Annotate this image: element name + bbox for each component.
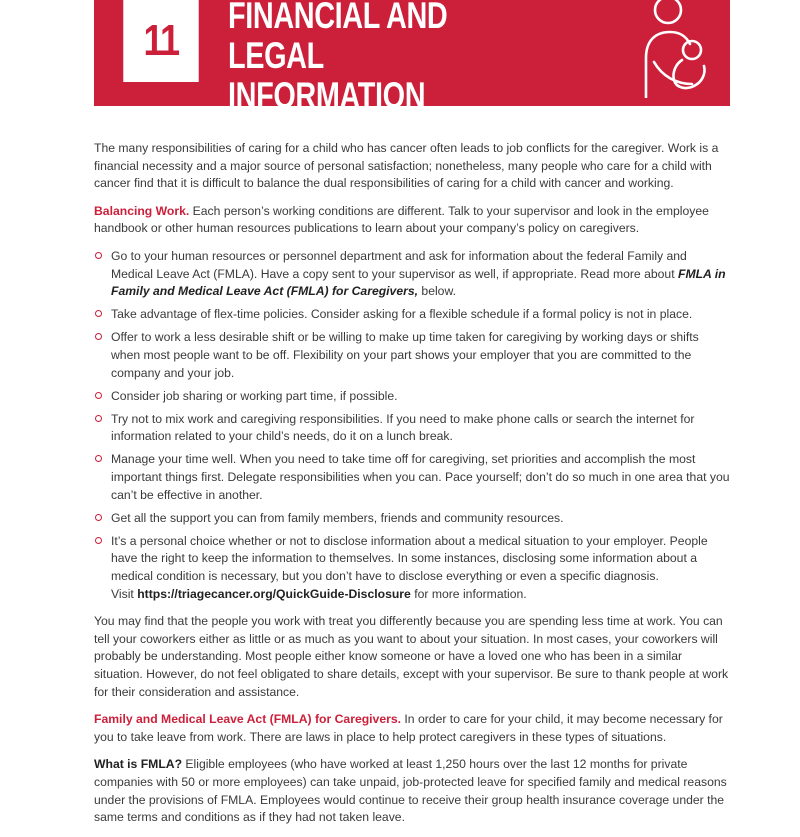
- what-is-fmla-text: Eligible employees (who have worked at least 1,250 hours over the last 12 months for private companies with 50 or more employees) can take unpaid, job-protected leave for specified family and medical reasons under the provisions of FMLA. Employees would continue to receive their group health insurance coverage under the same terms and conditions as if they had not taken leave.: [94, 757, 727, 825]
- article-body: [94, 140, 730, 837]
- list-item: Go to your human resources or personnel department and ask for information about the federal Family and Medical Leave Act (FMLA). Have a copy sent to your supervisor as well, if appropriate. Read more about FMLA in Family and Medical Leave Act (FMLA) for Caregivers, below.: [94, 248, 730, 301]
- what-is-fmla-heading: What is FMLA?: [94, 757, 183, 772]
- list-item: Offer to work a less desirable shift or be willing to make up time taken for caregiving by working days or shifts when most people want to be off. Flexibility on your part shows your employer that you are committed to the company and your job.: [94, 329, 730, 382]
- list-item: Manage your time well. When you need to take time off for caregiving, set priorities and accomplish the most important things first. Delegate responsibilities when you can. Pace yourself; don’t do so much in one area that you can’t be effective in another.: [94, 451, 730, 504]
- fmla-heading: Family and Medical Leave Act (FMLA) for Caregivers.: [94, 712, 402, 727]
- coworkers-paragraph: You may find that the people you work with treat you differently because you are spending less time at work. You can tell your coworkers either as little or as much as you want to about your situation. In most cases, your coworkers will probably be understanding. Most people either know someone or have a loved one who has been in a similar situation. However, do not feel obligated to share details, except with your supervisor. Be sure to thank people at work for their consideration and assistance.: [94, 614, 729, 699]
- chapter-title-line-2: INFORMATION: [228, 75, 426, 116]
- intro-paragraph: The many responsibilities of caring for a child who has cancer often leads to job conflicts for the caregiver. Work is a financial necessity and a major source of personal satisfaction; nonetheless, many people who care for a child with cancer find that it is difficult to balance the dual responsibilities of caring for a child with cancer and working.: [94, 141, 719, 191]
- bullet-circle-icon: [95, 310, 102, 317]
- list-item: Try not to mix work and caregiving responsibilities. If you need to make phone calls or search the internet for information related to your child’s needs, do it on a lunch break.: [94, 411, 730, 446]
- bullet-circle-icon: [95, 514, 102, 521]
- caregiver-holding-child-icon: [632, 0, 718, 98]
- tips-list: [94, 248, 730, 603]
- what-is-fmla-paragraph: [94, 756, 730, 826]
- fmla-section-reference: FMLA in Family and Medical Leave Act (FMLA) for Caregivers,: [111, 266, 726, 299]
- bullet-circle-icon: [95, 455, 102, 462]
- list-item: Take advantage of flex-time policies. Consider asking for a flexible schedule if a formal policy is not in place.: [94, 306, 730, 324]
- bullet-circle-icon: [95, 392, 102, 399]
- chapter-number: 11: [123, 0, 198, 82]
- bullet-circle-icon: [95, 537, 102, 544]
- list-item: Consider job sharing or working part time, if possible.: [94, 388, 730, 406]
- balancing-work-heading: Balancing Work.: [94, 203, 190, 218]
- chapter-title: [228, 0, 524, 116]
- bullet-circle-icon: [95, 415, 102, 422]
- bullet-circle-icon: [95, 333, 102, 340]
- list-item: Get all the support you can from family members, friends and community resources.: [94, 510, 730, 528]
- fmla-paragraph: [94, 711, 730, 746]
- fmla-text: In order to care for your child, it may become necessary for you to take leave from work. There are laws in place to help protect caregivers in these types of situations.: [94, 712, 723, 744]
- bullet-circle-icon: [95, 252, 102, 259]
- disclosure-guide-link[interactable]: https://triagecancer.org/QuickGuide-Disclosure: [137, 586, 411, 601]
- balancing-work-paragraph: [94, 203, 730, 238]
- list-item: It’s a personal choice whether or not to disclose information about a medical situation to your employer. People have the right to keep the information to themselves. In some instances, disclosing some information about a medical condition is necessary, but you don’t have to disclose everything or even a specific diagnosis. Visit https://triagecancer.org/QuickGuide-Disclosure for more information.: [94, 533, 730, 603]
- chapter-title-line-1: FINANCIAL AND LEGAL: [228, 0, 448, 76]
- balancing-work-text: Each person’s working conditions are different. Talk to your supervisor and look in the employee handbook or other human resources publications to learn about your company’s policy on caregivers.: [94, 203, 709, 236]
